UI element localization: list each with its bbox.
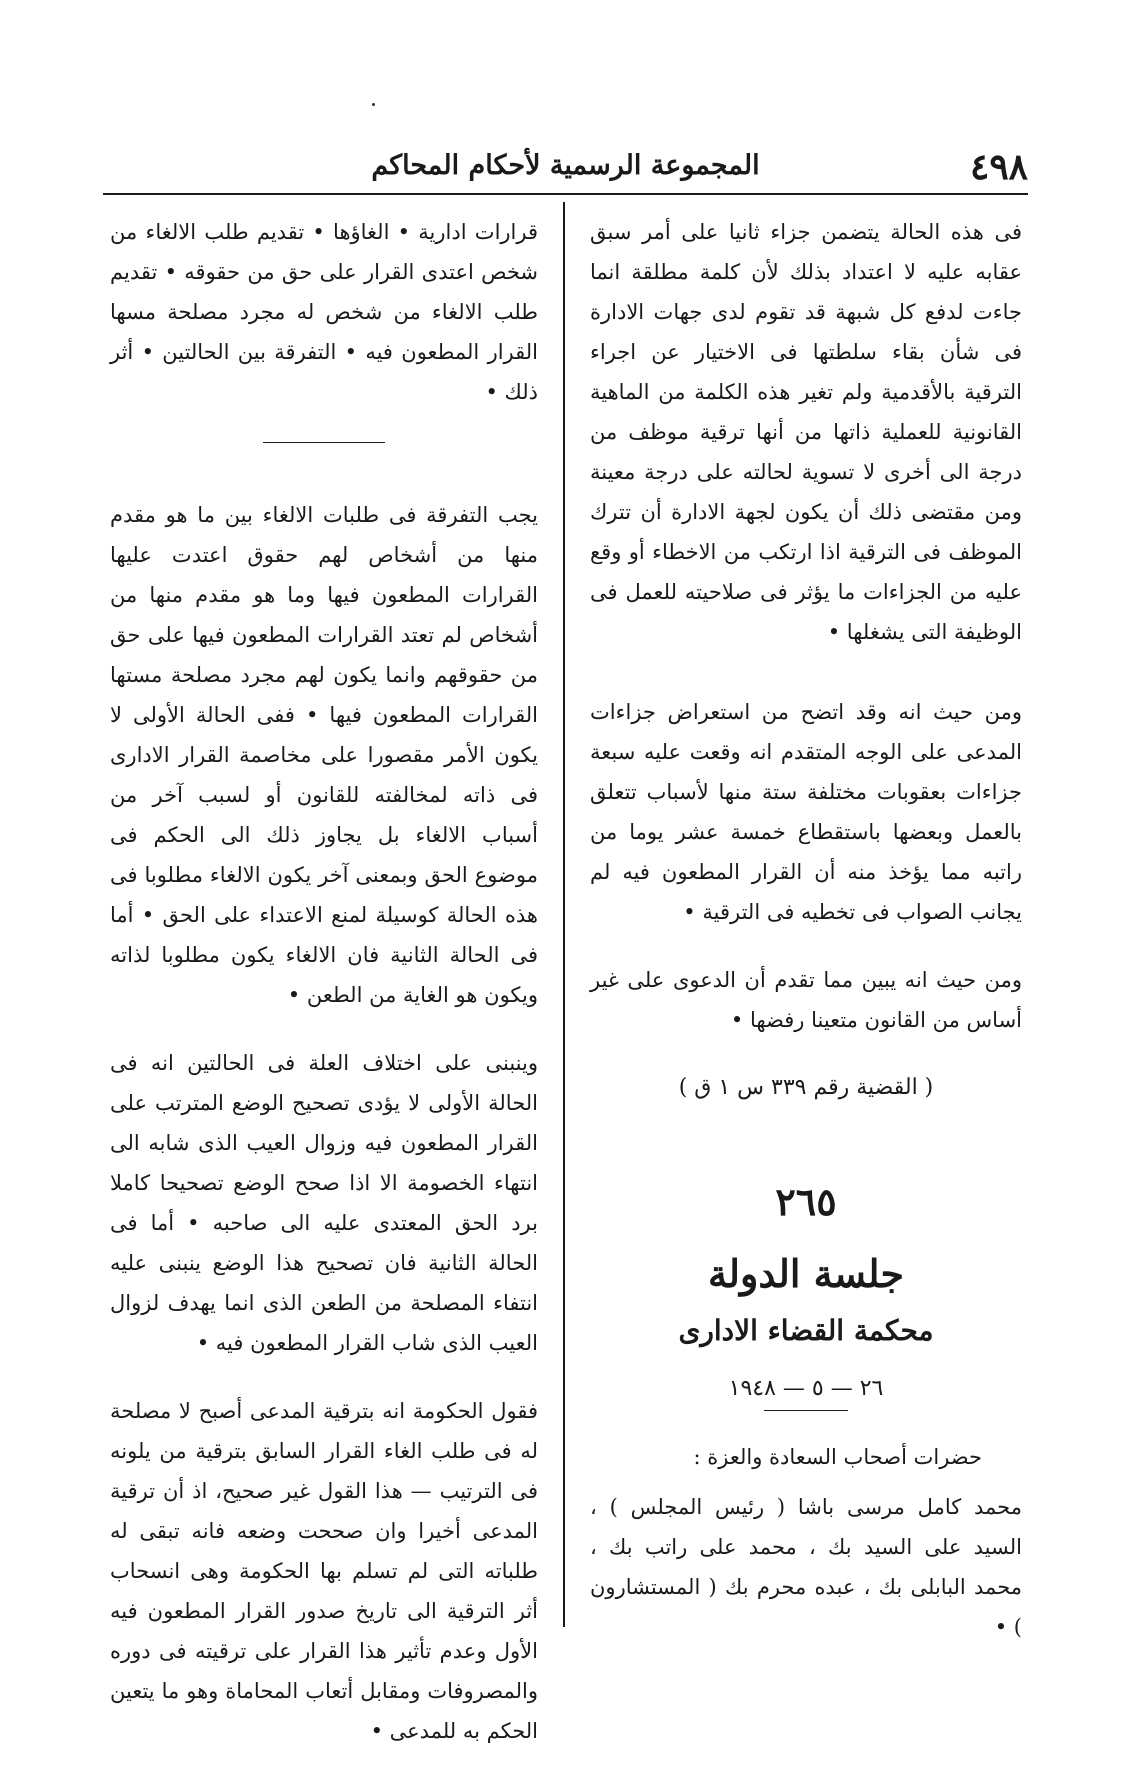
right-paragraph-1: فى هذه الحالة يتضمن جزاء ثانيا على أمر سبق عقابه عليه لا اعتداد بذلك لأن كلمة مطلقة انما جاءت لدفع كل شبهة قد تقوم لدى جهات الادارة فى شأن بقاء سلطتها فى الاختيار عن اجراء الترقية بالأقدمية ولم تغير هذه الكلمة من الماهية القانونية للعملية ذاتها من أنها ترقية موظف من درجة الى أخرى لا تسوية لحالته على درجة معينة ومن مقتضى ذلك أن يكون لجهة الادارة أن تترك الموظف فى الترقية اذا ارتكب من الاخطاء أو وقع عليه من الجزاءات ما يؤثر فى صلاحيته للعمل فى الوظيفة التى يشغلها • <box>590 220 1022 644</box>
right-column <box>590 212 1022 1647</box>
left-paragraph-3: فقول الحكومة انه بترقية المدعى أصبح لا مصلحة له فى طلب الغاء القرار السابق بترقية من يلونه فى الترتيب — هذا القول غير صحيح، اذ أن ترقية المدعى أخيرا وان صححت وضعه فانه تبقى له طلباته التى لم تسلم بها الحكومة وهى انسحاب أثر الترقية الى تاريخ صدور القرار المطعون فيه الأول وعدم تأثير هذا القرار على ترقيته فى دوره والمصروفات ومقابل أتعاب المحاماة وهو ما يتعين الحكم به للمدعى • <box>110 1399 538 1743</box>
right-paragraph-2: ومن حيث انه وقد اتضح من استعراض جزاءات المدعى على الوجه المتقدم انه وقعت عليه سبعة جزاءات بعقوبات مختلفة ستة منها لأسباب تتعلق بالعمل وبعضها باستقطاع خمسة عشر يوما من راتبه مما يؤخذ منه أن القرار المطعون فيه لم يجانب الصواب فى تخطيه فى الترقية • <box>590 700 1022 924</box>
left-paragraph-1: يجب التفرقة فى طلبات الالغاء بين ما هو مقدم منها من أشخاص لهم حقوق اعتدت عليها القرارات المطعون فيها وما هو مقدم منها من أشخاص لم تعتد القرارات المطعون فيها على حق من حقوقهم وانما يكون لهم مجرد مصلحة مستها القرارات المطعون فيها • ففى الحالة الأولى لا يكون الأمر مقصورا على مخاصمة القرار الادارى فى ذاته لمخالفته للقانون أو لسبب آخر من أسباب الالغاء بل يجاوز ذلك الى الحكم فى موضوع الحق وبمعنى آخر يكون الالغاء مطلوبا فى هذه الحالة كوسيلة لمنع الاعتداء على الحق • أما فى الحالة الثانية فان الالغاء يكون مطلوبا لذاته ويكون هو الغاية من الطعن • <box>110 503 538 1007</box>
session-heading: جلسة الدولة <box>708 1251 904 1296</box>
left-paragraph-2: وينبنى على اختلاف العلة فى الحالتين انه فى الحالة الأولى لا يؤدى تصحيح الوضع المترتب على القرار المطعون فيه وزوال العيب الذى شابه الى انتهاء الخصومة الا اذا صحح الوضع تصحيحا كاملا برد الحق المعتدى عليه الى صاحبه • أما فى الحالة الثانية فان تصحيح هذا الوضع ينبنى عليه انتفاء المصلحة من الطعن الذى انما يهدف لزوال العيب الذى شاب القرار المطعون فيه • <box>110 1051 538 1355</box>
session-date: ٢٦ — ٥ — ١٩٤٨ <box>728 1376 884 1401</box>
members-label: حضرات أصحاب السعادة والعزة : <box>693 1445 982 1469</box>
page-header <box>103 140 1028 188</box>
right-paragraph-3: ومن حيث انه يبين مما تقدم أن الدعوى على غير أساس من القانون متعينا رفضها • <box>590 968 1022 1032</box>
case-summary: قرارات ادارية • الغاؤها • تقديم طلب الالغاء من شخص اعتدى القرار على حق من حقوقه • تقديم طلب الالغاء من شخص له مجرد مصلحة مسها القرار المطعون فيه • التفرقة بين الحالتين • أثر ذلك • <box>110 220 538 404</box>
case-number: ٢٦٥ <box>775 1179 837 1224</box>
case-reference: ( القضية رقم ٣٣٩ س ١ ق ) <box>678 1075 934 1100</box>
running-title: المجموعة الرسمية لأحكام المحاكم <box>371 150 760 181</box>
speck <box>372 103 375 106</box>
summary-rule <box>263 442 385 443</box>
column-divider <box>563 202 565 1627</box>
date-rule <box>764 1410 848 1411</box>
page-number: ٤٩٨ <box>969 146 1028 188</box>
court-name: محكمة القضاء الادارى <box>678 1314 934 1347</box>
members-list: محمد كامل مرسى باشا ( رئيس المجلس ) ، السيد على السيد بك ، محمد على راتب بك ، محمد البابلى بك ، عبده محرم بك ( المستشارون ) • <box>590 1495 1022 1639</box>
header-rule <box>103 193 1028 195</box>
left-column <box>110 212 538 1779</box>
